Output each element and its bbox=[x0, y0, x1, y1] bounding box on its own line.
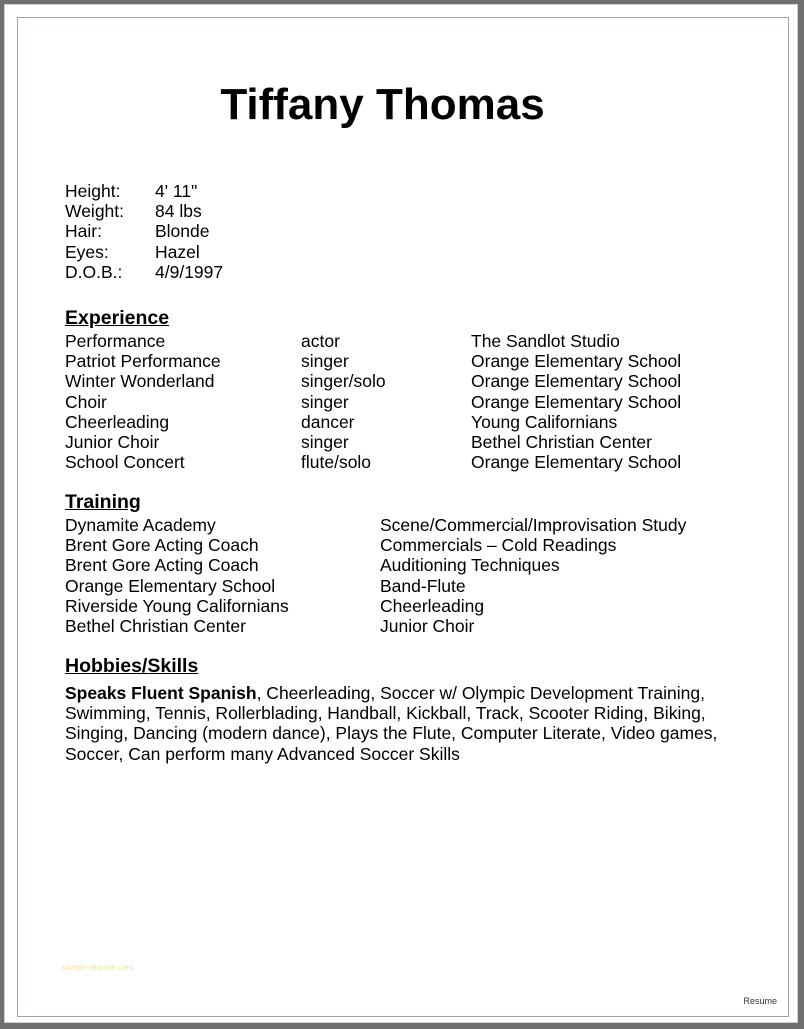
experience-row bbox=[65, 452, 681, 472]
experience-row bbox=[65, 392, 681, 412]
training-subject: Scene/Commercial/Improvisation Study bbox=[380, 515, 687, 535]
experience-venue: Young Californians bbox=[471, 411, 618, 432]
experience-table bbox=[65, 331, 681, 472]
experience-production: School Concert bbox=[65, 452, 185, 473]
vital-value: Blonde bbox=[155, 221, 210, 242]
experience-production: Junior Choir bbox=[65, 431, 160, 452]
vital-label: Hair: bbox=[65, 221, 102, 242]
training-subject: Cheerleading bbox=[380, 595, 485, 616]
training-row bbox=[65, 535, 686, 555]
training-row bbox=[65, 515, 686, 535]
training-subject: Junior Choir bbox=[380, 615, 475, 636]
vital-row bbox=[65, 181, 223, 201]
footer-label: Resume bbox=[743, 996, 777, 1006]
hobbies-bold-lead: Speaks Fluent Spanish bbox=[65, 683, 257, 703]
experience-role: singer/solo bbox=[301, 371, 386, 392]
experience-venue: Orange Elementary School bbox=[471, 371, 682, 392]
vital-row bbox=[65, 201, 223, 221]
training-school: Brent Gore Acting Coach bbox=[65, 535, 259, 556]
vital-row bbox=[65, 262, 223, 282]
training-row bbox=[65, 616, 686, 636]
hobbies-paragraph bbox=[65, 683, 745, 764]
watermark: sample-resume.com bbox=[61, 963, 134, 972]
training-row bbox=[65, 596, 686, 616]
training-school: Brent Gore Acting Coach bbox=[65, 555, 259, 576]
vital-value: 4' 11" bbox=[155, 181, 198, 201]
experience-role: flute/solo bbox=[301, 452, 372, 473]
experience-role: singer bbox=[301, 391, 349, 412]
experience-row bbox=[65, 331, 681, 351]
training-subject: Commercials – Cold Readings bbox=[380, 535, 617, 556]
training-school: Dynamite Academy bbox=[65, 515, 216, 535]
vital-value: 4/9/1997 bbox=[155, 261, 224, 282]
hobbies-heading: Hobbies/Skills bbox=[65, 655, 199, 677]
training-school: Riverside Young Californians bbox=[65, 595, 289, 616]
experience-production: Cheerleading bbox=[65, 411, 170, 432]
experience-production: Performance bbox=[65, 331, 166, 351]
training-school: Orange Elementary School bbox=[65, 575, 276, 596]
experience-production: Patriot Performance bbox=[65, 351, 221, 372]
vital-label: Weight: bbox=[65, 201, 125, 222]
resume-name: Tiffany Thomas bbox=[220, 80, 545, 129]
training-table bbox=[65, 515, 686, 636]
training-row bbox=[65, 555, 686, 575]
resume-page bbox=[4, 4, 798, 1023]
experience-row bbox=[65, 432, 681, 452]
experience-venue: Orange Elementary School bbox=[471, 391, 682, 412]
experience-venue: The Sandlot Studio bbox=[471, 331, 620, 351]
experience-heading: Experience bbox=[65, 307, 170, 329]
vital-label: Height: bbox=[65, 181, 121, 201]
vitals-section bbox=[65, 181, 223, 282]
training-row bbox=[65, 576, 686, 596]
training-subject: Auditioning Techniques bbox=[380, 555, 560, 576]
experience-role: dancer bbox=[301, 411, 355, 432]
hobbies-text: , Cheerleading, Soccer w/ Olympic Development Training, Swimming, Tennis, Rollerblading, Handball, Kickball, Track, Scooter Riding, Biking, Singing, Dancing (modern dance), Plays the Flute, Computer Literate, Video games, Soccer, Can perform many Advanced Soccer Skills bbox=[65, 683, 718, 764]
experience-row bbox=[65, 371, 681, 391]
experience-venue: Orange Elementary School bbox=[471, 452, 682, 473]
experience-role: singer bbox=[301, 431, 349, 452]
experience-row bbox=[65, 412, 681, 432]
experience-production: Winter Wonderland bbox=[65, 371, 215, 392]
experience-role: actor bbox=[301, 331, 340, 351]
experience-row bbox=[65, 351, 681, 371]
vital-value: Hazel bbox=[155, 241, 200, 262]
vital-label: D.O.B.: bbox=[65, 261, 123, 282]
training-heading: Training bbox=[65, 491, 141, 513]
vital-row bbox=[65, 242, 223, 262]
vital-label: Eyes: bbox=[65, 241, 109, 262]
experience-role: singer bbox=[301, 351, 349, 372]
vital-row bbox=[65, 221, 223, 241]
training-subject: Band-Flute bbox=[380, 575, 466, 596]
experience-production: Choir bbox=[65, 391, 107, 412]
experience-venue: Bethel Christian Center bbox=[471, 431, 652, 452]
training-school: Bethel Christian Center bbox=[65, 615, 246, 636]
experience-venue: Orange Elementary School bbox=[471, 351, 682, 372]
vital-value: 84 lbs bbox=[155, 201, 202, 222]
